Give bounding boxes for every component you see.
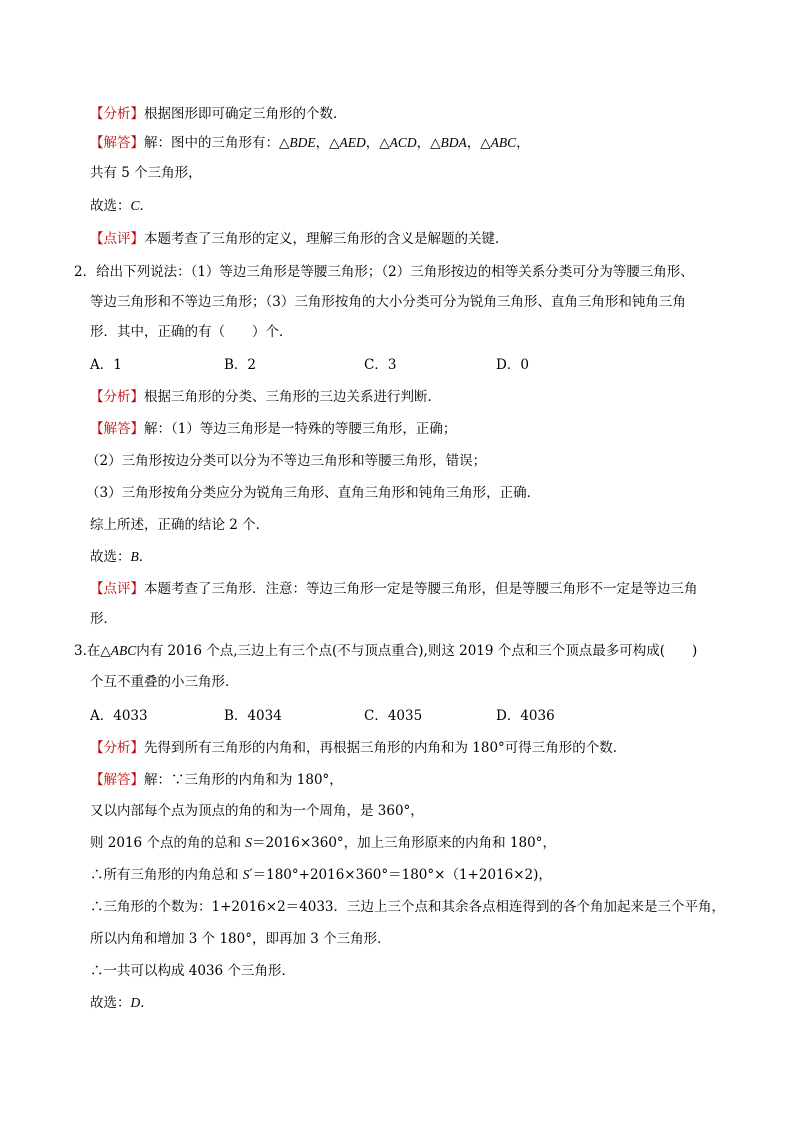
answer-prefix: 解：图中的三角形有： — [144, 135, 279, 151]
answer-text: 则 2016 个点的角的总和 — [90, 835, 246, 851]
answer-tag: 【解答】 — [90, 772, 144, 788]
q3-answer-line4 — [90, 865, 552, 885]
triangle-label: △BDA — [430, 135, 467, 150]
q3-option-b: B．4034 — [224, 708, 282, 724]
q2-answer-line4: 综上所述，正确的结论 2 个． — [90, 517, 270, 533]
q2-answer-line3: （3）三角形按角分类应分为锐角三角形、直角三角形和钝角三角形，正确． — [86, 485, 541, 501]
q2-stem-line3: 形．其中，正确的有（ ）个． — [90, 324, 293, 340]
analysis-text: 根据图形即可确定三角形的个数． — [144, 106, 347, 122]
q2-choice — [90, 547, 152, 567]
choice-letter: B — [130, 549, 139, 564]
q2-stem-line2: 等边三角形和不等边三角形；（3）三角形按角的大小分类可分为锐角三角形、直角三角形和钝角三角 — [90, 294, 686, 310]
analysis-text: 根据三角形的分类、三角形的三边关系进行判断． — [144, 389, 441, 405]
triangle-label: △AED — [329, 135, 366, 150]
separator: ， — [516, 135, 530, 151]
q3-option-a: A．4033 — [90, 708, 148, 724]
answer-text: ∴所有三角形的内角总和 — [90, 867, 243, 883]
analysis-tag: 【分析】 — [90, 389, 144, 405]
q3-answer-line5: ∴三角形的个数为：1+2016×2＝4033．三边上三个点和其余各点相连得到的各个角加起来是三个平角， — [90, 899, 726, 915]
choice-suffix: ． — [138, 549, 153, 565]
separator: ， — [315, 135, 330, 151]
comment-tag: 【点评】 — [90, 581, 144, 597]
analysis-text: 先得到所有三角形的内角和，再根据三角形的内角和为 180°可得三角形的个数． — [144, 740, 627, 756]
answer-text: ＝2016×360°，加上三角形原来的内角和 180°， — [251, 835, 556, 851]
q3-answer-line3 — [90, 833, 556, 853]
q1-answer — [90, 133, 530, 153]
q3-answer-line6: 所以内角和增加 3 个 180°，即再加 3 个三角形． — [90, 931, 391, 947]
answer-tag: 【解答】 — [90, 421, 144, 437]
choice-letter: C — [130, 198, 140, 213]
q3-option-c: C．4035 — [364, 708, 423, 724]
q1-answer-line2: 共有 5 个三角形， — [90, 165, 202, 181]
answer-text: 解：∵三角形的内角和为 180°， — [144, 772, 343, 788]
q2-analysis — [90, 387, 441, 407]
triangle-label: △ABC — [480, 135, 517, 150]
q2-comment — [90, 579, 698, 599]
choice-prefix: 故选： — [90, 549, 131, 565]
triangle-label: △BDE — [279, 135, 316, 150]
stem-text: 3.在△ — [74, 643, 111, 659]
triangle-label: △ACD — [379, 135, 417, 150]
q2-option-c: C．3 — [364, 357, 397, 373]
q2-option-d: D．0 — [496, 357, 529, 373]
answer-text: 解：（1）等边三角形是一特殊的等腰三角形，正确； — [144, 421, 457, 437]
choice-letter: D — [130, 995, 141, 1010]
q2-option-a: A．1 — [90, 357, 122, 373]
separator: ， — [416, 135, 431, 151]
q3-answer-line2: 又以内部每个点为顶点的角的和为一个周角，是 360°， — [90, 803, 424, 819]
q1-comment — [90, 229, 509, 249]
choice-prefix: 故选： — [90, 995, 131, 1011]
q2-option-b: B．2 — [224, 357, 257, 373]
q3-stem-line1 — [74, 641, 697, 661]
answer-text: ′＝180°+2016×360°＝180°×（1+2016×2)， — [249, 867, 552, 883]
q3-choice — [90, 993, 154, 1013]
comment-text: 本题考查了三角形．注意：等边三角形一定是等腰三角形，但是等腰三角形不一定是等边三角 — [144, 581, 698, 597]
q3-analysis — [90, 738, 626, 758]
variable-s: S — [245, 835, 252, 850]
q1-analysis — [90, 104, 347, 124]
analysis-tag: 【分析】 — [90, 740, 144, 756]
choice-suffix: ． — [140, 995, 154, 1011]
q2-stem-line1: 2．给出下列说法：（1）等边三角形是等腰三角形；（2）三角形按边的相等关系分类可分为等腰三角形、 — [74, 264, 694, 280]
triangle-name: ABC — [110, 643, 137, 658]
comment-tag: 【点评】 — [90, 231, 144, 247]
q3-answer-line7: ∴一共可以构成 4036 个三角形． — [90, 963, 295, 979]
q3-answer — [90, 770, 343, 790]
choice-prefix: 故选： — [90, 198, 131, 214]
separator: ， — [365, 135, 380, 151]
variable-s: S — [242, 867, 250, 882]
q1-choice — [90, 196, 153, 216]
comment-text: 本题考查了三角形的定义，理解三角形的含义是解题的关键． — [144, 231, 509, 247]
q2-answer — [90, 419, 456, 439]
answer-tag: 【解答】 — [90, 135, 144, 151]
q3-option-d: D．4036 — [496, 708, 555, 724]
separator: ， — [466, 135, 481, 151]
choice-suffix: ． — [139, 198, 154, 214]
q2-answer-line2: （2）三角形按边分类可以分为不等边三角形和等腰三角形，错误； — [86, 453, 487, 469]
stem-text: 内有 2016 个点,三边上有三个点(不与顶点重合),则这 2019 个点和三个顶点最多可构成( ) — [136, 643, 698, 659]
q2-comment-line2: 形． — [90, 611, 117, 627]
analysis-tag: 【分析】 — [90, 106, 144, 122]
q3-stem-line2: 个互不重叠的小三角形． — [90, 674, 239, 690]
